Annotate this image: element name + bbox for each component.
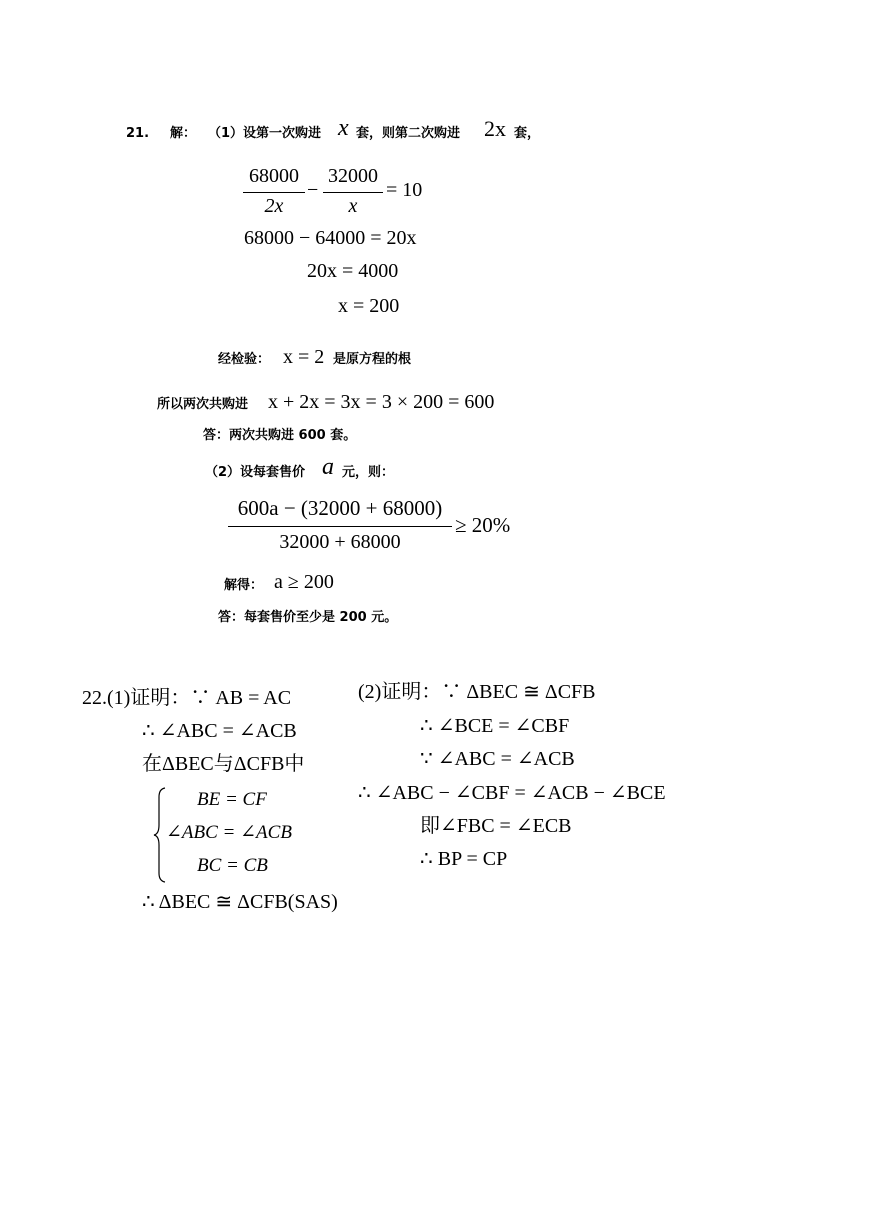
part1-setup-text-b: 套，则第二次购进 bbox=[356, 126, 461, 141]
equation-step-3: 20x = 4000 bbox=[307, 260, 399, 282]
equation-step-4: x = 200 bbox=[338, 295, 400, 317]
q22-part2-line4: ∴ ∠ABC − ∠CBF = ∠ACB − ∠BCE bbox=[358, 782, 666, 804]
check-text: 是原方程的根 bbox=[333, 352, 412, 367]
fraction-numerator: 68000 bbox=[249, 165, 299, 187]
system-line-2: ∠ABC = ∠ACB bbox=[166, 822, 292, 843]
variable-2x: 2x bbox=[484, 116, 506, 141]
fraction-numerator: 600a − (32000 + 68000) bbox=[237, 496, 443, 520]
question-number-21: 21. bbox=[126, 126, 150, 141]
fraction-68000-over-2x bbox=[243, 166, 305, 218]
inequality-fraction bbox=[228, 498, 452, 556]
q22-part1-conclusion: ∴ ΔBEC ≅ ΔCFB(SAS) bbox=[142, 891, 338, 913]
fraction-bar bbox=[323, 192, 383, 193]
part2-setup-text-b: 元，则： bbox=[342, 465, 395, 480]
fraction-denominator: 32000 + 68000 bbox=[279, 531, 401, 553]
answer-part2: 答：每套售价至少是 200 元。 bbox=[218, 610, 398, 625]
solve-result-equation: a ≥ 200 bbox=[274, 571, 334, 593]
variable-x: x bbox=[338, 115, 349, 141]
q22-part2-line1: (2)证明：∵ ΔBEC ≅ ΔCFB bbox=[358, 681, 596, 703]
solve-label: 解： bbox=[170, 126, 197, 141]
total-label: 所以两次共购进 bbox=[157, 397, 249, 412]
q22-part1-line3: 在ΔBEC与ΔCFB中 bbox=[142, 753, 305, 775]
variable-a: a bbox=[322, 454, 334, 480]
system-line-1: BE = CF bbox=[197, 789, 267, 810]
answer-part1: 答：两次共购进 600 套。 bbox=[203, 428, 357, 443]
fraction-bar bbox=[228, 526, 452, 527]
q22-part2-line3: ∵ ∠ABC = ∠ACB bbox=[420, 748, 575, 770]
equation-step-2: 68000 − 64000 = 20x bbox=[244, 227, 417, 249]
q22-part1-line2: ∴ ∠ABC = ∠ACB bbox=[142, 720, 297, 742]
part1-setup-text-a: （1）设第一次购进 bbox=[208, 126, 322, 141]
check-label: 经检验： bbox=[218, 352, 271, 367]
fraction-denominator: 2x bbox=[264, 195, 284, 217]
inequality-rhs: ≥ 20% bbox=[455, 513, 511, 537]
fraction-32000-over-x bbox=[323, 166, 383, 218]
fraction-numerator: 32000 bbox=[328, 165, 378, 187]
q22-part2-line2: ∴ ∠BCE = ∠CBF bbox=[420, 715, 570, 737]
system-line-3: BC = CB bbox=[197, 855, 268, 876]
q22-part1-line1: 22.(1)证明：∵ AB = AC bbox=[82, 687, 292, 709]
fraction-bar bbox=[243, 192, 305, 193]
solve-result-label: 解得： bbox=[224, 578, 264, 593]
equation-rhs-10: = 10 bbox=[386, 179, 423, 201]
part1-setup-text-c: 套， bbox=[514, 126, 541, 141]
total-equation: x + 2x = 3x = 3 × 200 = 600 bbox=[268, 391, 495, 413]
part2-setup-text-a: （2）设每套售价 bbox=[205, 465, 306, 480]
q22-part2-line5: 即∠FBC = ∠ECB bbox=[420, 815, 572, 837]
q22-part2-line6: ∴ BP = CP bbox=[420, 848, 508, 870]
minus-sign: − bbox=[307, 179, 319, 201]
fraction-denominator: x bbox=[348, 195, 358, 217]
check-equation: x = 2 bbox=[283, 346, 325, 368]
